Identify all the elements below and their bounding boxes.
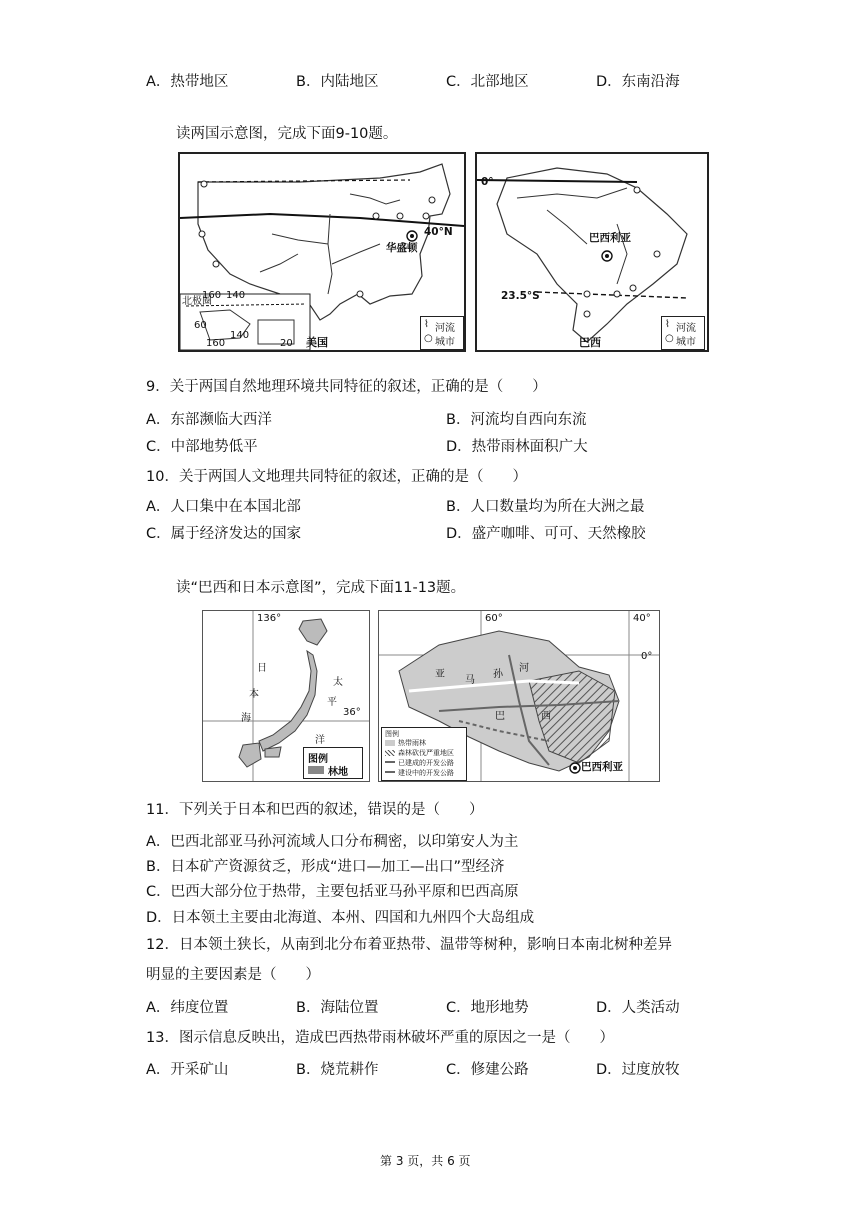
q9-option-d: D．热带雨林面积广大 (446, 439, 588, 455)
q13-option-a: A．开采矿山 (146, 1062, 229, 1078)
ocean-char-3: 洋 (315, 735, 325, 746)
q11-stem: 11．下列关于日本和巴西的叙述，错误的是（ ） (146, 802, 484, 818)
usa-inset-num-3: 60 (194, 320, 207, 331)
usa-map-caption: 美国 (306, 336, 328, 349)
q13-option-c: C．修建公路 (446, 1062, 529, 1078)
q9-stem: 9．关于两国自然地理环境共同特征的叙述，正确的是（ ） (146, 379, 547, 395)
city-legend-icon: ○ (665, 333, 674, 344)
amazon-eq-label: 0° (641, 651, 653, 662)
sea-char-3: 海 (241, 713, 251, 724)
intro-11-13: 读“巴西和日本示意图”，完成下面11-13题。 (176, 580, 466, 596)
usa-capital-label: 华盛顿 (386, 242, 418, 254)
usa-inset-num-5: 160 (206, 338, 226, 349)
q10-option-d: D．盛产咖啡、可可、天然橡胶 (446, 526, 646, 542)
q13-option-d: D．过度放牧 (596, 1062, 680, 1078)
q11-option-b: B．日本矿产资源贫乏，形成“进口—加工—出口”型经济 (146, 859, 505, 875)
intro-9-10: 读两国示意图，完成下面9-10题。 (176, 126, 398, 142)
page-footer: 第 3 页，共 6 页 (380, 1154, 471, 1168)
q8-option-c: C．北部地区 (446, 74, 529, 90)
river-legend-icon: ⌇ (665, 319, 670, 330)
usa-inset-label: 北极圈 (182, 296, 212, 307)
usa-inset-num-2: 140 (226, 290, 246, 301)
river-legend-icon: ⌇ (424, 319, 429, 330)
river-char-2: 马 (465, 675, 475, 686)
built-road-icon (385, 761, 395, 763)
q12-option-d: D．人类活动 (596, 1000, 680, 1016)
ocean-char-1: 太 (333, 677, 343, 688)
q10-option-c: C．属于经济发达的国家 (146, 526, 302, 542)
city-legend-icon: ○ (424, 333, 433, 344)
forest-swatch-icon (308, 766, 324, 774)
usa-legend (420, 316, 464, 350)
brazil-eq-label: 0° (481, 176, 494, 188)
q8-option-a: A．热带地区 (146, 74, 229, 90)
river-char-4: 河 (519, 663, 529, 674)
japan-legend-item: 林地 (328, 767, 348, 778)
brazil-tropic-label: 23.5°S (501, 290, 540, 302)
planned-road-icon (385, 771, 395, 773)
brazil-capital-label: 巴西利亚 (589, 232, 631, 244)
amazon-lon-60: 60° (485, 613, 503, 624)
japan-lon-label: 136° (257, 613, 282, 624)
q12-option-a: A．纬度位置 (146, 1000, 229, 1016)
q12-option-b: B．海陆位置 (296, 1000, 379, 1016)
country-char-2: 西 (541, 711, 551, 722)
q13-option-b: B．烧荒耕作 (296, 1062, 379, 1078)
q13-stem: 13．图示信息反映出，造成巴西热带雨林破坏严重的原因之一是（ ） (146, 1030, 614, 1046)
brazil-map-caption: 巴西 (579, 336, 601, 349)
usa-legend-river: 河流 (435, 323, 455, 334)
amazon-legend (381, 727, 467, 781)
q11-option-d: D．日本领土主要由北海道、本州、四国和九州四个大岛组成 (146, 910, 535, 926)
amazon-legend-item-4: 建设中的开发公路 (398, 769, 454, 777)
japan-legend-title: 图例 (308, 754, 328, 765)
amazon-lon-40: 40° (633, 613, 651, 624)
q10-option-b: B．人口数量均为所在大洲之最 (446, 499, 645, 515)
japan-legend (303, 747, 363, 779)
country-char-1: 巴 (495, 711, 505, 722)
q12-stem-line1: 12．日本领土狭长，从南到北分布着亚热带、温带等树种，影响日本南北树种差异 (146, 937, 672, 953)
amazon-legend-item-3: 已建成的开发公路 (398, 759, 454, 767)
q11-option-c: C．巴西大部分位于热带，主要包括亚马孙平原和巴西高原 (146, 884, 519, 900)
brazil-legend-river: 河流 (676, 323, 696, 334)
japan-map (202, 610, 370, 782)
q11-option-a: A．巴西北部亚马孙河流域人口分布稠密，以印第安人为主 (146, 834, 519, 850)
amazon-capital-label: 巴西利亚 (581, 761, 623, 773)
usa-legend-city: 城市 (435, 337, 455, 348)
sea-char-2: 本 (249, 689, 259, 700)
deforestation-swatch-icon (385, 750, 395, 756)
brazil-legend-city: 城市 (676, 337, 696, 348)
q10-option-a: A．人口集中在本国北部 (146, 499, 301, 515)
q9-option-b: B．河流均自西向东流 (446, 412, 587, 428)
usa-map (178, 152, 466, 352)
japan-lat-label: 36° (343, 707, 361, 718)
q12-option-c: C．地形地势 (446, 1000, 529, 1016)
usa-inset-num-4: 140 (230, 330, 250, 341)
ocean-char-2: 平 (327, 697, 337, 708)
brazil-map (475, 152, 709, 352)
q12-stem-line2: 明显的主要因素是（ ） (146, 967, 320, 983)
q10-stem: 10．关于两国人文地理共同特征的叙述，正确的是（ ） (146, 469, 527, 485)
usa-inset-num-1: 160 (202, 290, 222, 301)
amazon-legend-item-2: 森林砍伐严重地区 (398, 749, 454, 757)
river-char-1: 亚 (435, 669, 445, 680)
q9-option-a: A．东部濒临大西洋 (146, 412, 272, 428)
sea-char-1: 日 (257, 663, 267, 674)
river-char-3: 孙 (493, 669, 503, 680)
q8-option-d: D．东南沿海 (596, 74, 680, 90)
usa-lat-label: 40°N (424, 226, 453, 238)
usa-inset-num-6: 20 (280, 338, 293, 349)
amazon-legend-title: 图例 (385, 730, 399, 738)
rainforest-swatch-icon (385, 740, 395, 746)
q9-option-c: C．中部地势低平 (146, 439, 258, 455)
brazil-legend (661, 316, 705, 350)
amazon-map (378, 610, 660, 782)
q8-option-b: B．内陆地区 (296, 74, 379, 90)
amazon-legend-item-1: 热带雨林 (398, 739, 426, 747)
